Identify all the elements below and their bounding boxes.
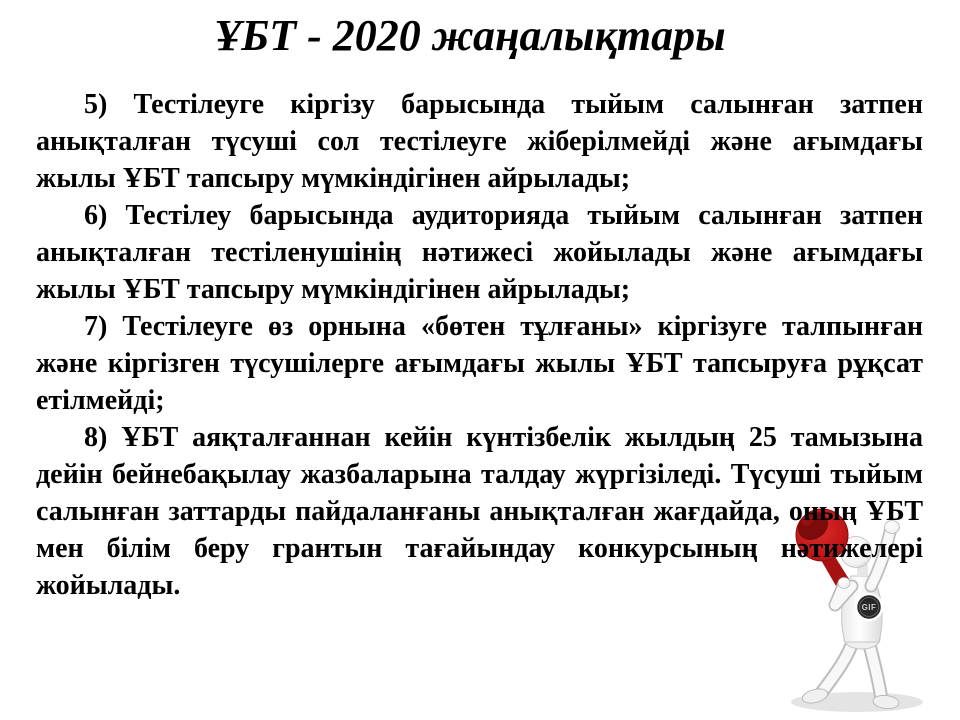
slide-title: ҰБТ - 2020 жаңалықтары xyxy=(214,11,726,60)
paragraph-item-5: 5) Тестілеуге кіргізу барысында тыйым салынған затпен анықталған түсуші сол тестілеуге жіберілмейді және ағымдағы жылы ҰБТ тапсыру мүмкіндігінен айрылады; xyxy=(36,89,923,194)
paragraph-item-8: 8) ҰБТ аяқталғаннан кейін күнтізбелік жылдың 25 тамызына дейін бейнебақылау жазбаларына талдау жүргізіледі. Түсуші тыйым салынған заттарды пайдаланғаны анықталған жағдайда, оның ҰБТ мен білім беру грантын тағайындау конкурсының нәтижелері жойылады. xyxy=(36,422,923,601)
slide-body xyxy=(36,86,923,604)
gif-badge-label: GIF xyxy=(861,603,877,612)
paragraph-item-6: 6) Тестілеу барысында аудиторияда тыйым салынған затпен анықталған тестіленушінің нәтижесі жойылады және ағымдағы жылы ҰБТ тапсыру мүмкіндігінен айрылады; xyxy=(36,200,923,305)
paragraph-item-7: 7) Тестілеуге өз орнына «бөтен тұлғаны» кіргізуге талпынған және кіргізген түсушілерге ағымдағы жылы ҰБТ тапсыруға рұқсат етілмейді; xyxy=(36,311,923,416)
